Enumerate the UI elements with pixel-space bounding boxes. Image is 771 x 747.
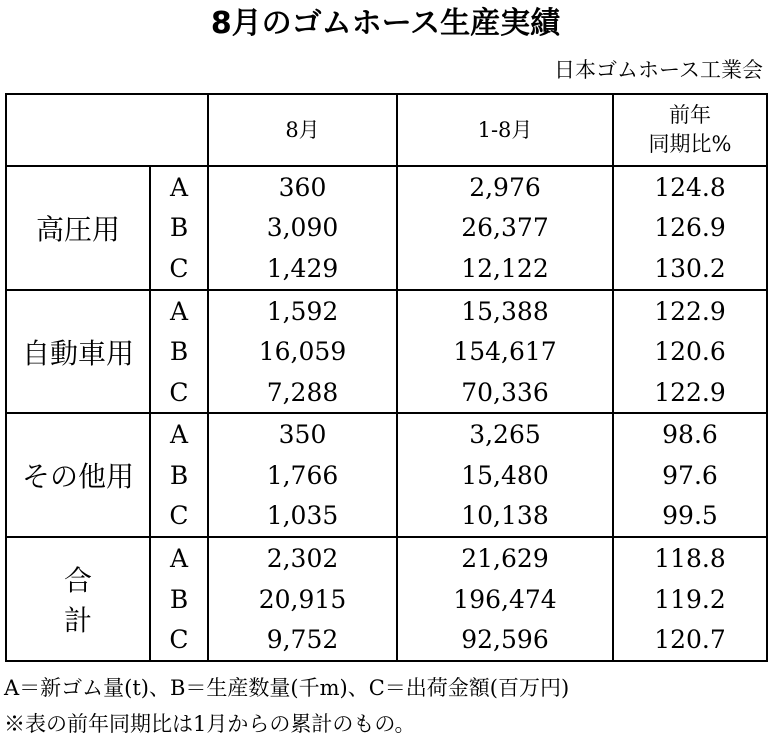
- cell-aug: 1,429: [208, 248, 397, 290]
- cell-aug: 20,915: [208, 579, 397, 620]
- table-row: [6, 413, 767, 455]
- cell-type: A: [150, 166, 208, 208]
- cell-aug: 1,592: [208, 290, 397, 332]
- cell-yoy: 98.6: [613, 413, 767, 455]
- table-row: [6, 290, 767, 332]
- cell-aug: 16,059: [208, 331, 397, 372]
- cell-ytd: 3,265: [397, 413, 613, 455]
- header-yoy: [613, 94, 767, 166]
- cell-ytd: 92,596: [397, 619, 613, 661]
- cell-aug: 2,302: [208, 537, 397, 579]
- header-yoy-line1: 前年: [669, 103, 711, 127]
- cell-type: C: [150, 248, 208, 290]
- production-table: [5, 93, 768, 662]
- cell-ytd: 15,388: [397, 290, 613, 332]
- header-ytd: 1-8月: [397, 94, 613, 166]
- cell-ytd: 2,976: [397, 166, 613, 208]
- cell-yoy: 118.8: [613, 537, 767, 579]
- table-row: [6, 537, 767, 579]
- cell-aug: 9,752: [208, 619, 397, 661]
- cell-aug: 350: [208, 413, 397, 455]
- cell-type: C: [150, 619, 208, 661]
- header-yoy-line2: 同期比%: [648, 132, 732, 156]
- cell-type: C: [150, 372, 208, 414]
- cell-ytd: 15,480: [397, 455, 613, 496]
- group-label: 高圧用: [6, 166, 150, 290]
- cell-yoy: 120.6: [613, 331, 767, 372]
- cell-ytd: 70,336: [397, 372, 613, 414]
- table-header-row: [6, 94, 767, 166]
- cell-aug: 1,035: [208, 496, 397, 538]
- cell-aug: 3,090: [208, 208, 397, 249]
- cell-type: B: [150, 579, 208, 620]
- cell-yoy: 124.8: [613, 166, 767, 208]
- cell-aug: 1,766: [208, 455, 397, 496]
- cell-ytd: 10,138: [397, 496, 613, 538]
- cell-type: A: [150, 413, 208, 455]
- cell-yoy: 120.7: [613, 619, 767, 661]
- cell-yoy: 122.9: [613, 372, 767, 414]
- notes: [4, 670, 569, 742]
- cell-ytd: 154,617: [397, 331, 613, 372]
- cell-yoy: 97.6: [613, 455, 767, 496]
- cell-aug: 360: [208, 166, 397, 208]
- cell-yoy: 119.2: [613, 579, 767, 620]
- cell-type: A: [150, 537, 208, 579]
- source-label: 日本ゴムホース工業会: [554, 58, 763, 82]
- page-title: 8月のゴムホース生産実績: [210, 6, 561, 41]
- cell-yoy: 122.9: [613, 290, 767, 332]
- cell-type: A: [150, 290, 208, 332]
- cell-ytd: 26,377: [397, 208, 613, 249]
- cell-type: B: [150, 208, 208, 249]
- cell-ytd: 21,629: [397, 537, 613, 579]
- cell-yoy: 99.5: [613, 496, 767, 538]
- cell-type: C: [150, 496, 208, 538]
- group-label: 自動車用: [6, 290, 150, 414]
- cell-aug: 7,288: [208, 372, 397, 414]
- table-row: [6, 166, 767, 208]
- header-blank: [6, 94, 208, 166]
- group-label: 合計: [6, 537, 150, 661]
- cell-ytd: 12,122: [397, 248, 613, 290]
- group-label: その他用: [6, 413, 150, 537]
- cell-yoy: 126.9: [613, 208, 767, 249]
- cell-ytd: 196,474: [397, 579, 613, 620]
- cell-type: B: [150, 331, 208, 372]
- note-legend: A＝新ゴム量(t)、B＝生産数量(千m)、C＝出荷金額(百万円): [4, 676, 570, 700]
- header-month: 8月: [208, 94, 397, 166]
- cell-yoy: 130.2: [613, 248, 767, 290]
- note-footnote: ※表の前年同期比は1月からの累計のもの。: [4, 712, 416, 736]
- cell-type: B: [150, 455, 208, 496]
